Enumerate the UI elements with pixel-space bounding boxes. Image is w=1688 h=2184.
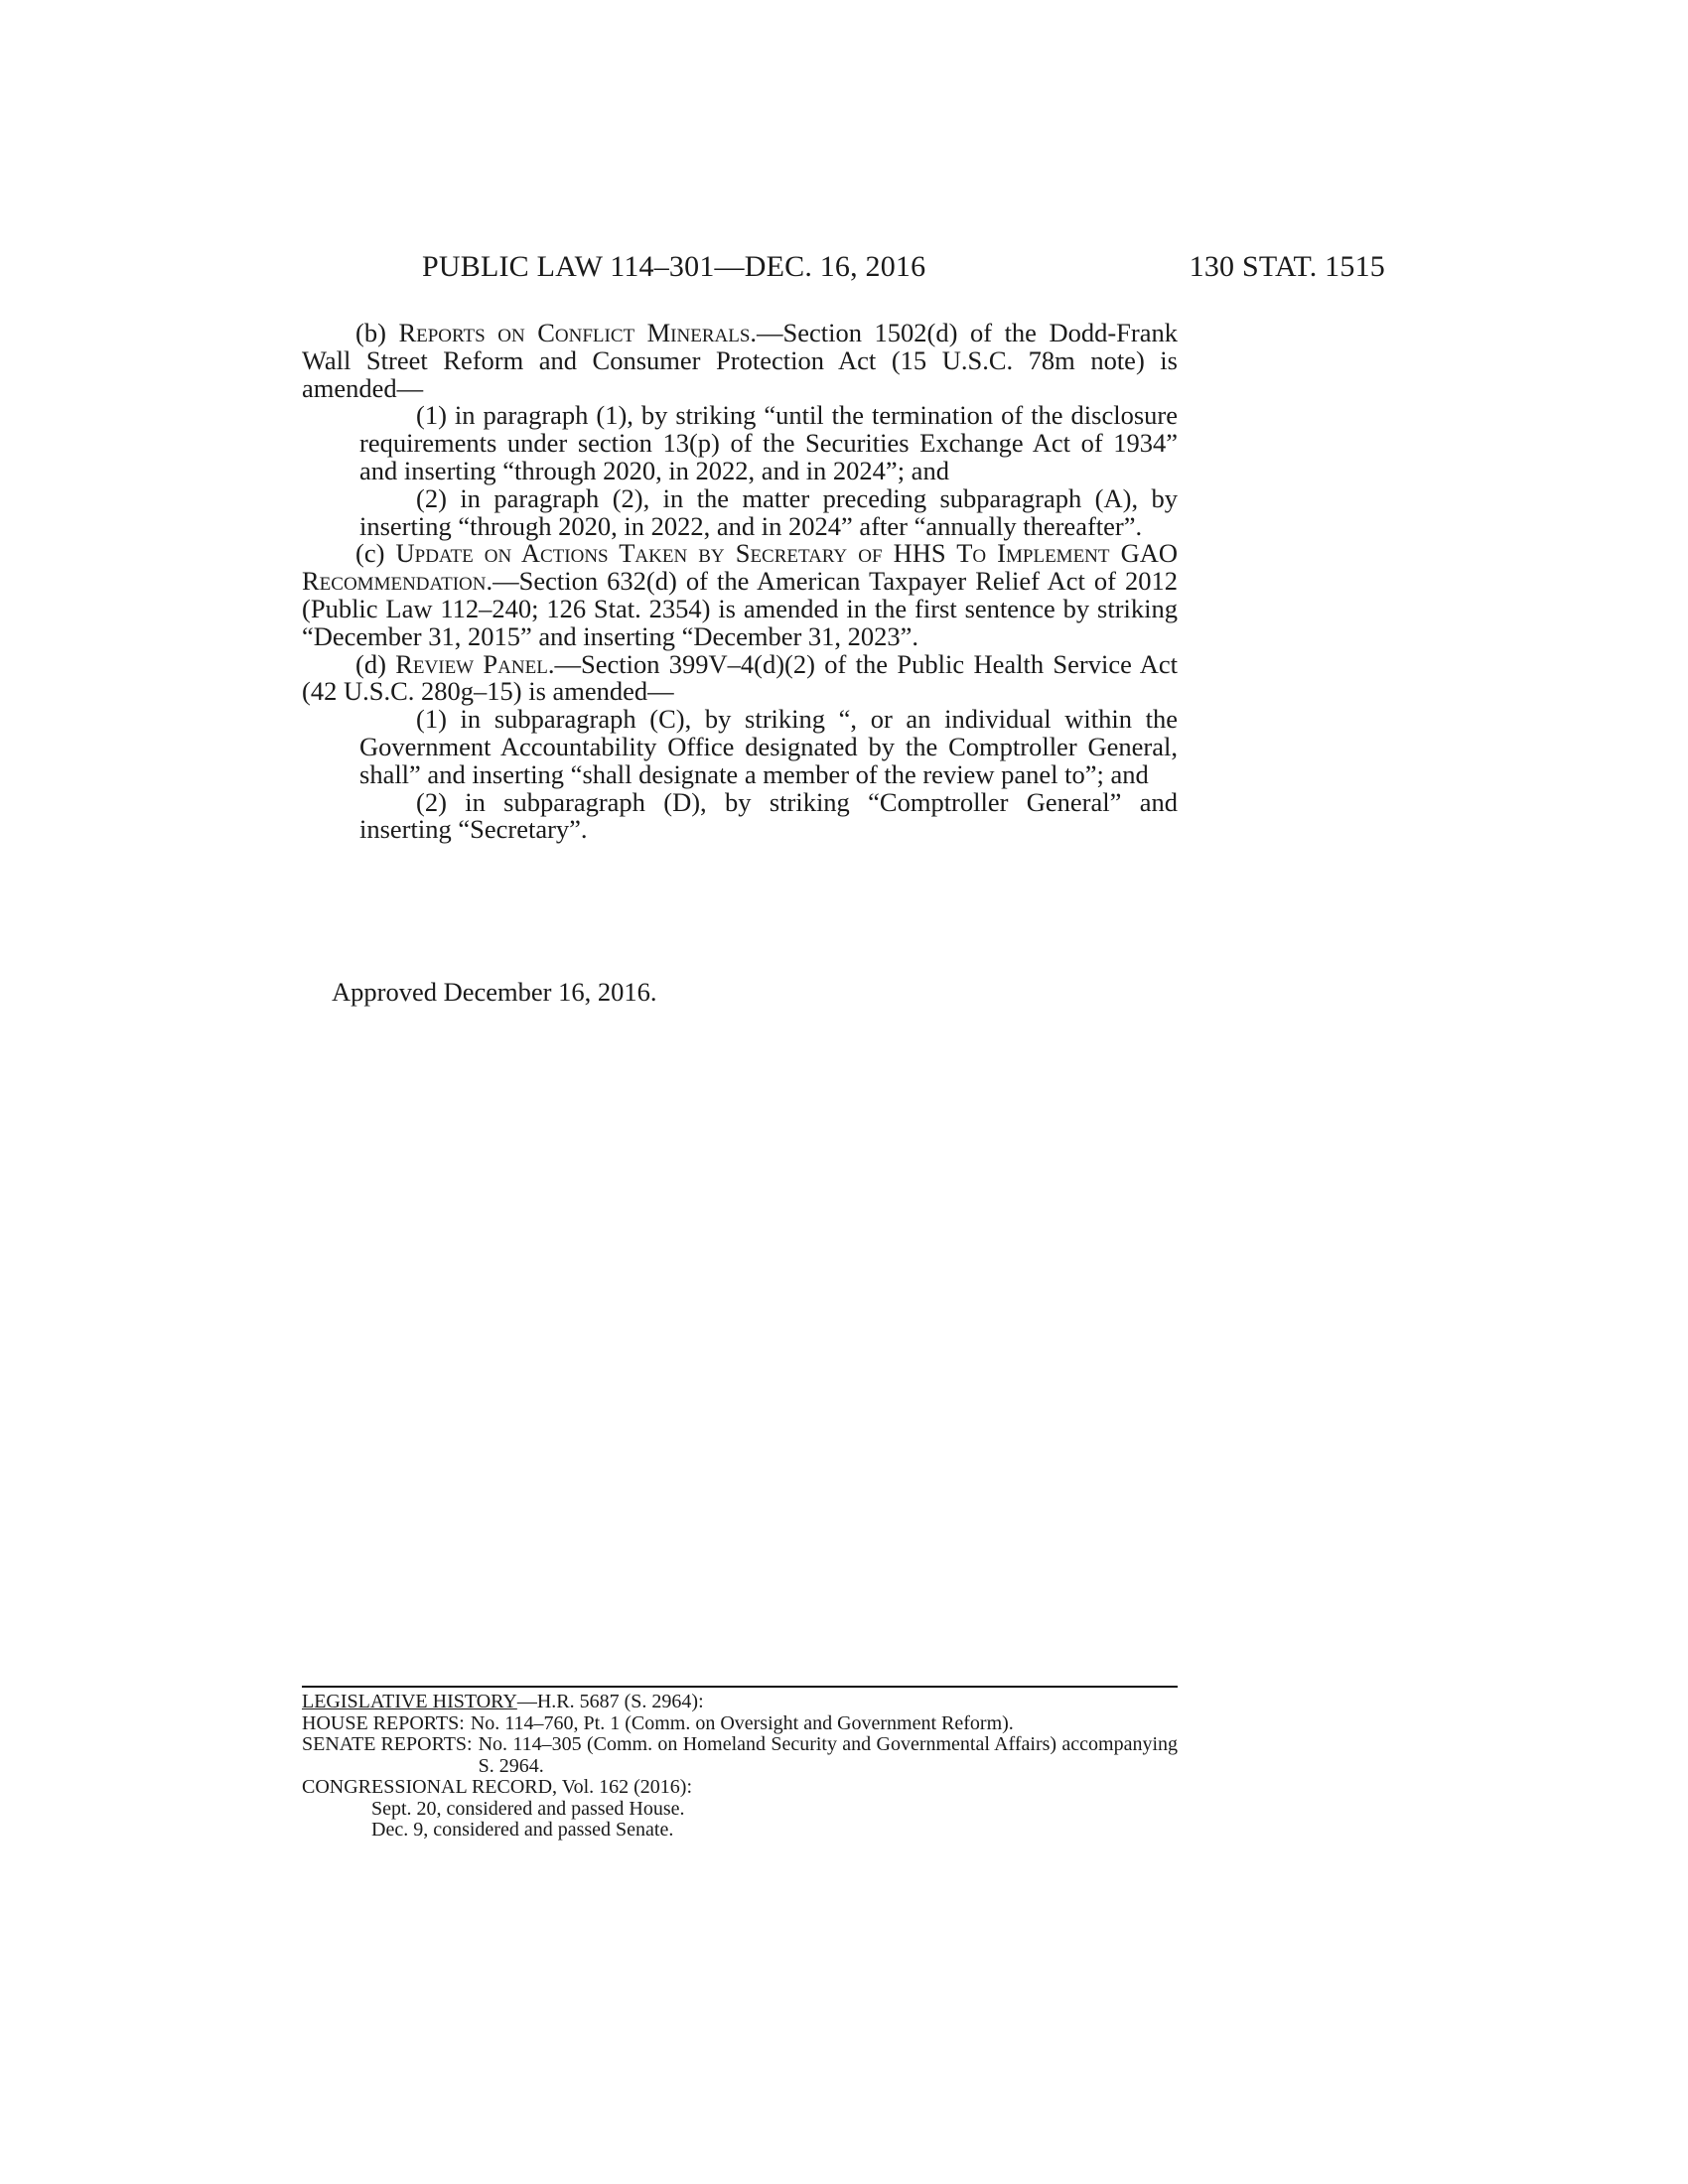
statute-text: [302, 320, 1178, 844]
house-reports-label: HOUSE REPORTS:: [302, 1711, 465, 1734]
subsection-b-paragraph-1: (1) in paragraph (1), by striking “until the termination of the disclosure requirements under section 13(p) of the Securities Exchange Act of 1934” and inserting “through 2020, in 2022, and in 2024”; and: [359, 400, 1178, 485]
subsection-c-label: (c): [355, 538, 396, 569]
subsection-c-text: —Section 632(d) of the American Taxpayer Relief Act of 2012 (Public Law 112–240; 126 Stat. 2354) is amended in the first sentence by striking “December 31, 2015” and inserting “December 31, 2023”.: [302, 566, 1178, 651]
legislative-history-heading: LEGISLATIVE HISTORY: [302, 1691, 517, 1712]
legislative-history: [302, 1686, 1178, 1842]
subsection-b-text: —Section 1502(d) of the Dodd-Frank Wall Street Reform and Consumer Protection Act (15 U.S.C. 78m note) is amended—: [302, 318, 1178, 403]
subsection-c: [302, 540, 1178, 650]
record-item: Sept. 20, considered and passed House.: [371, 1797, 685, 1820]
subsection-d: [302, 648, 1178, 707]
page-citation: 130 STAT. 1515: [1189, 250, 1385, 283]
subsection-b-paragraph-2: (2) in paragraph (2), in the matter preceding subparagraph (A), by inserting “through 2020, in 2022, and in 2024” after “annually thereafter”.: [359, 482, 1178, 541]
subsection-d-paragraph-2: (2) in subparagraph (D), by striking “Comptroller General” and inserting “Secretary”.: [359, 786, 1178, 845]
legislative-history-bill: —H.R. 5687 (S. 2964):: [516, 1691, 704, 1712]
senate-reports-text: No. 114–305 (Comm. on Homeland Security and Governmental Affairs) accompanying S. 2964.: [478, 1733, 1178, 1777]
subsection-b-heading: Reports on Conflict Minerals.: [398, 318, 758, 347]
running-head: PUBLIC LAW 114–301—DEC. 16, 2016: [422, 250, 926, 283]
record-item: Dec. 9, considered and passed Senate.: [371, 1819, 674, 1841]
house-reports: [302, 1713, 1178, 1735]
subsection-b-label: (b): [355, 318, 399, 347]
house-reports-text: No. 114–760, Pt. 1 (Comm. on Oversight and Government Reform).: [470, 1711, 1014, 1734]
legislative-history-title: [302, 1692, 1178, 1713]
subsection-d-text: —Section 399V–4(d)(2) of the Public Health Service Act (42 U.S.C. 280g–15) is amended—: [302, 648, 1178, 707]
subsection-c-heading: Update on Actions Taken by Secretary of HHS To Implement GAO Recommendation.: [302, 538, 1178, 597]
senate-reports: [302, 1734, 1178, 1777]
page-header: [422, 250, 1385, 290]
subsection-b: [302, 320, 1178, 402]
approval-date: Approved December 16, 2016.: [332, 977, 657, 1007]
congressional-record-label: CONGRESSIONAL RECORD, Vol. 162 (2016):: [302, 1776, 692, 1798]
subsection-d-label: (d): [355, 648, 396, 679]
footnote-rule: [302, 1686, 1178, 1688]
subsection-d-heading: Review Panel.: [395, 648, 555, 679]
subsection-d-paragraph-1: (1) in subparagraph (C), by striking “, or an individual within the Government Accountability Office designated by the Comptroller General, shall” and inserting “shall designate a member of the review panel to”; and: [359, 704, 1178, 789]
senate-reports-label: SENATE REPORTS:: [302, 1733, 473, 1755]
